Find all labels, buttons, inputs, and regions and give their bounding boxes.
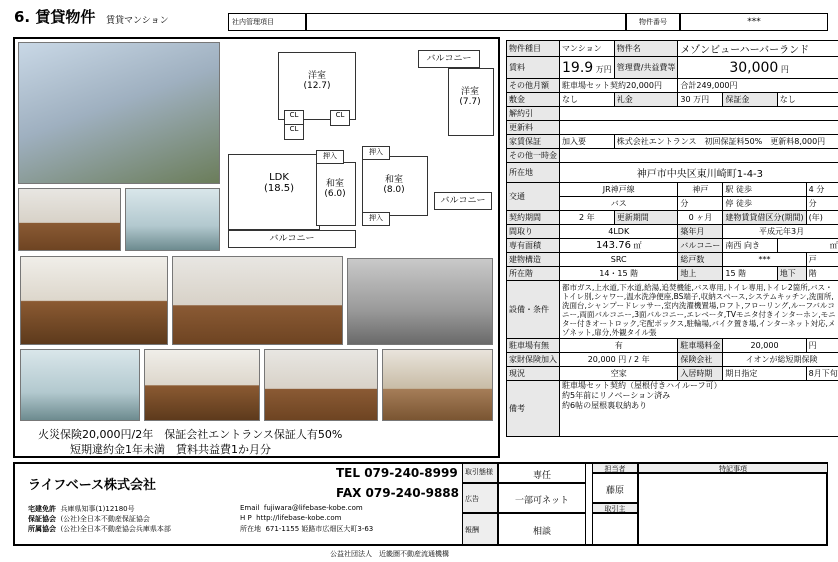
property-number: ***	[680, 13, 828, 31]
label-nyukyo: 入居時期	[678, 367, 723, 381]
menseki: 143.76	[595, 240, 631, 251]
teiki: (年)	[806, 211, 838, 225]
label-yachin: 家賃保証	[507, 135, 560, 149]
parking-fee-unit: 円	[806, 339, 838, 353]
parking-fee: 20,000	[723, 339, 806, 353]
property-name: メゾンビューハーバーランド	[678, 41, 838, 57]
label-parking: 駐車場有無	[507, 339, 560, 353]
fp-label-washitsu2: 和室 (8.0)	[383, 175, 405, 195]
label-setsubi: 設備・条件	[507, 281, 560, 339]
spec-table	[506, 40, 838, 437]
tokki	[638, 473, 828, 545]
bus: バス	[560, 197, 678, 211]
walk-label: 駅 徒歩	[723, 183, 806, 197]
fp-balcony-3: バルコニー	[434, 192, 492, 210]
washitsu-photo	[382, 349, 493, 421]
setsubi: 都市ガス,上水道,下水道,給湯,追焚機能,バス専用,トイレ専用,トイレ2箇所,バス・トイレ別,シャワー,温水洗浄便座,BS端子,収納スペース,システムキッチン,洗面所,洗面台,シャンプードレッサー,室内洗濯機置場,ロフト,フローリング,ルーフバルコニー,両面バルコニー,3面バルコニー,エレベータ,TVモニタ付きインターホン,モニター付きオートロック,宅配ボックス,駐輪場,バイク置き場,インターネット対応,メゾネット,扉分,外観タイル張	[560, 281, 838, 339]
total: 合計249,000円	[678, 79, 838, 93]
chiku: 平成元年3月	[723, 225, 838, 239]
license-row: 宅建免許 兵庫県知事(1)12180号	[28, 505, 135, 513]
hosho: なし	[777, 93, 838, 107]
company-addr-row: 所在地 671-1155 姫路市広畑区大町3-63	[240, 525, 374, 533]
label-biko: 備考	[507, 381, 560, 437]
madori: 4LDK	[560, 225, 678, 239]
fp-label-youshitsu2: 洋室 (7.7)	[459, 87, 481, 107]
rei-unit: 万円	[693, 95, 710, 104]
label-kosu: 総戸数	[678, 253, 723, 267]
koshin: 0	[688, 213, 694, 222]
company-fax: FAX 079-240-9888	[336, 486, 459, 500]
assoc2-row: 所属協会 (公社)全日本不動産協会兵庫県本部	[28, 525, 171, 533]
hokengaisha: イオンが総短期保険	[723, 353, 838, 367]
fp-label-youshitsu1: 洋室 (12.7)	[303, 71, 331, 91]
hoken: 20,000	[587, 355, 616, 364]
fp-oshiire: 押入	[316, 150, 344, 164]
yachin: 加入要	[560, 135, 615, 149]
internal-label: 社内管理項目	[228, 13, 306, 31]
kokoku-label: 広告	[462, 483, 498, 513]
stop-label: 停 徒歩	[723, 197, 806, 211]
rent: 19.9	[562, 59, 594, 76]
torihiki: 専任	[498, 463, 586, 483]
chijo-unit: 階	[738, 269, 747, 278]
tanto-label: 担当者	[592, 463, 638, 473]
type: マンション	[560, 41, 615, 57]
balc-unit: ㎡	[777, 239, 838, 253]
notes-line2: 短期違約金1年未満 賃料共益費1か月分	[70, 443, 271, 456]
label-kozo: 建物構造	[507, 253, 560, 267]
label-shiki: 敷金	[507, 93, 560, 107]
label-parking-fee: 駐車場料金	[678, 339, 723, 353]
walk: 4	[808, 185, 814, 194]
internal-field	[306, 13, 626, 31]
menseki-unit: ㎡	[633, 241, 642, 250]
label-kaiyaku: 解約引	[507, 107, 560, 121]
rei: 30	[680, 95, 691, 104]
label-name: 物件名	[614, 41, 678, 57]
fp-oshiire-2: 押入	[362, 146, 390, 160]
biko-line3: 約6帖の屋根裏収納あり	[562, 401, 648, 410]
page-heading: 6. 賃貸物件	[14, 8, 96, 26]
label-rei: 礼金	[614, 93, 678, 107]
hoken-unit: 円 / 2 年	[618, 355, 650, 364]
kosu: ***	[723, 253, 806, 267]
balc: 南西	[725, 241, 742, 250]
room-photo	[18, 188, 121, 251]
organization: 公益社団法人 近畿圏不動産流通機構	[330, 550, 449, 558]
nyukyo: 期日指定	[723, 367, 806, 381]
other: 駐車場セット契約20,000円	[560, 79, 678, 93]
living-photo	[172, 256, 343, 345]
fp-oshiire-3: 押入	[362, 212, 390, 226]
room-photo-2	[264, 349, 378, 421]
genkyo: 空家	[560, 367, 678, 381]
kikan: 2	[579, 213, 585, 222]
kosu-unit: 戸	[806, 253, 838, 267]
hallway-photo	[144, 349, 260, 421]
label-kotsu: 交通	[507, 183, 560, 211]
floor-plan	[224, 44, 496, 252]
label-hoken: 家財保険加入	[507, 353, 560, 367]
notes-line1: 火災保険20,000円/2年 保証会社エントランス保証人有50%	[38, 428, 343, 441]
koshin-month: ヶ月	[696, 213, 713, 222]
chijo: 15	[725, 269, 736, 278]
bus-min: 分	[678, 197, 723, 211]
fp-label-washitsu1: 和室 (6.0)	[324, 179, 346, 199]
email-row: Email fujiwara@lifebase-kobe.com	[240, 504, 363, 512]
fp-closet: CL	[284, 110, 304, 126]
label-menseki: 専有面積	[507, 239, 560, 253]
parking-photo	[347, 258, 493, 345]
page-subheading: 賃貸マンション	[106, 16, 169, 26]
torihiki-label: 取引態様	[462, 463, 498, 483]
yachin-detail: 株式会社エントランス 初回保証料50% 更新料8,000円	[614, 135, 838, 149]
kikan-year: 年	[586, 213, 595, 222]
label-chika: 地下	[777, 267, 806, 281]
label-teiki: 建物賃貸借区分(期間)	[723, 211, 806, 225]
company-name: ライフベース株式会社	[28, 478, 157, 493]
chika: 階	[806, 267, 838, 281]
bathroom-photo	[125, 188, 220, 251]
property-number-label: 物件番号	[626, 13, 680, 31]
line: JR神戸線	[560, 183, 678, 197]
label-balc: バルコニー	[678, 239, 723, 253]
label-madori: 間取り	[507, 225, 560, 239]
kai: 14・15	[599, 269, 628, 278]
company-tel: TEL 079-240-8999	[336, 466, 458, 480]
fp-closet-2: CL	[284, 124, 304, 140]
address: 神戸市中央区東川崎町1-4-3	[560, 163, 838, 183]
biko-line2: 約5年前にリノベーション済み	[562, 391, 671, 400]
label-type: 物件種目	[507, 41, 560, 57]
label-hosho: 保証金	[723, 93, 777, 107]
station: 神戸	[678, 183, 723, 197]
label-koshin2: 更新期間	[614, 211, 678, 225]
label-chijo: 地上	[678, 267, 723, 281]
assoc1-row: 保証協会 (公社)全日本不動産保証協会	[28, 515, 150, 523]
label-koshin: 更新料	[507, 121, 560, 135]
nyukyo-date: 8月下旬	[806, 367, 838, 381]
biko-line1: 駐車場セット契約（屋根付きハイルーフ可）	[562, 381, 722, 390]
mgmt-unit: 円	[780, 64, 789, 74]
label-mgmt: 管理費/共益費等	[614, 57, 678, 79]
shiki: なし	[560, 93, 615, 107]
label-hokengaisha: 保険会社	[678, 353, 723, 367]
rent-unit: 万円	[595, 64, 612, 74]
fp-closet-3: CL	[330, 110, 350, 126]
kitchen-photo	[20, 256, 168, 345]
mgmt: 30,000	[729, 59, 779, 76]
parking: 有	[560, 339, 678, 353]
hoshu-label: 報酬	[462, 513, 498, 545]
fp-label-ldk: LDK (18.5)	[263, 172, 295, 194]
fp-balcony-2: バルコニー	[418, 50, 480, 68]
tokki-label: 特記事項	[638, 463, 828, 473]
label-kikan: 契約期間	[507, 211, 560, 225]
balcony-photo	[20, 349, 140, 421]
toriharai	[592, 513, 638, 545]
tanto: 藤原	[592, 473, 638, 503]
kai-unit: 階	[630, 269, 639, 278]
building-exterior-photo	[18, 42, 220, 184]
kozo: SRC	[560, 253, 678, 267]
kokoku: 一部可ネット	[498, 483, 586, 513]
label-rent: 賃料	[507, 57, 560, 79]
hp-row: H P http://lifebase-kobe.com	[240, 514, 342, 522]
toriharai-label: 取引主	[592, 503, 638, 513]
label-chiku: 築年月	[678, 225, 723, 239]
walk-min: 分	[816, 185, 825, 194]
fp-balcony: バルコニー	[228, 230, 356, 248]
hoshu: 相談	[498, 513, 586, 545]
label-addr: 所在地	[507, 163, 560, 183]
label-kai: 所在階	[507, 267, 560, 281]
label-genkyo: 現況	[507, 367, 560, 381]
label-sonota: その他一時金	[507, 149, 560, 163]
stop-min: 分	[806, 197, 838, 211]
label-other: その他月額	[507, 79, 560, 93]
balc-muki: 向き	[743, 241, 760, 250]
